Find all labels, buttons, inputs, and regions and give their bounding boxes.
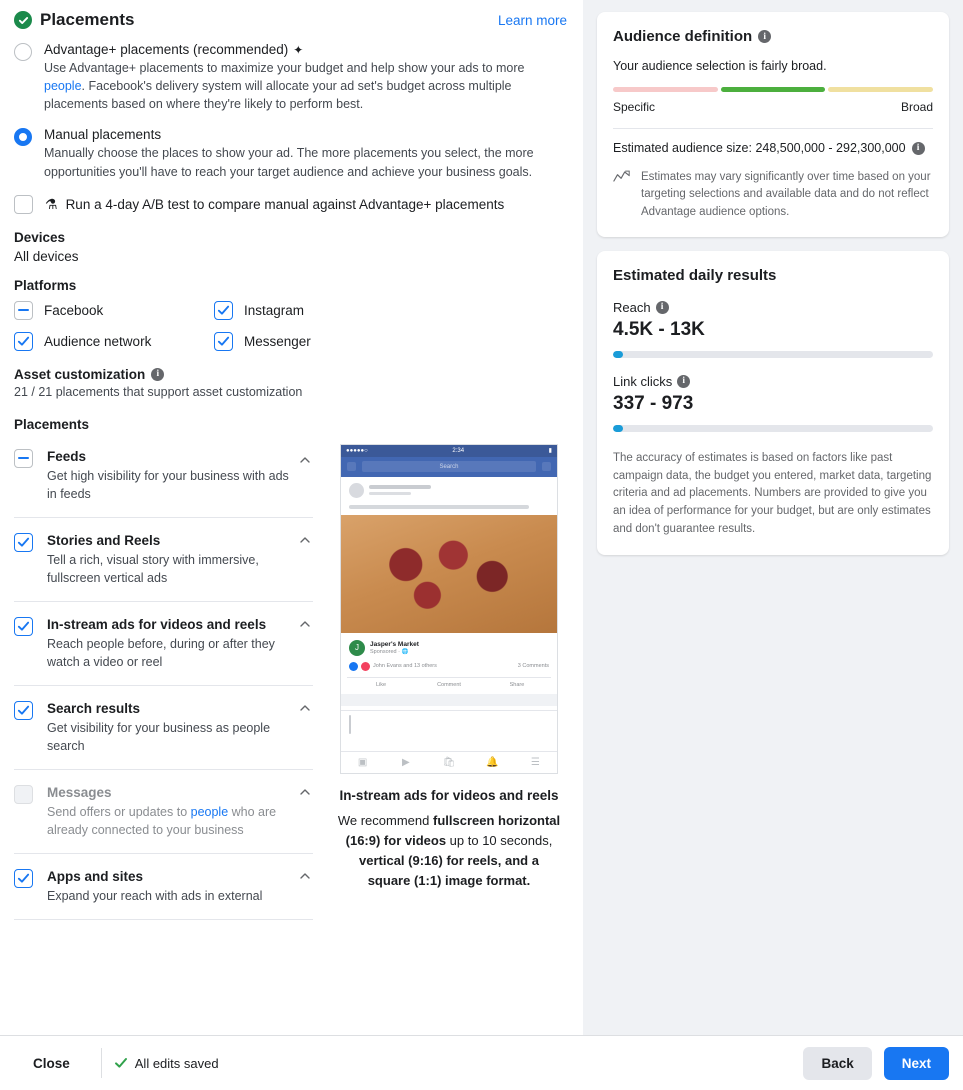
placement-search-results-name: Search results <box>47 700 141 716</box>
preview-title: In-stream ads for videos and reels <box>339 787 559 803</box>
placement-stories-reels[interactable] <box>14 518 313 602</box>
metric-reach-value: 4.5K - 13K <box>613 318 705 340</box>
placement-apps-and-sites-desc: Expand your reach with ads in external <box>47 889 263 904</box>
asset-customization-header <box>14 367 567 382</box>
estimated-audience-size: Estimated audience size: 248,500,000 - 292,300,000 i <box>613 141 933 155</box>
placement-stories-reels-desc: Tell a rich, visual story with immersive, fullscreen vertical ads <box>47 553 259 585</box>
phone-search-field: Search <box>362 461 536 472</box>
save-status <box>114 1056 219 1071</box>
placement-apps-and-sites-checkbox[interactable] <box>14 869 33 888</box>
people-link[interactable]: people <box>44 79 82 94</box>
placement-feeds-desc: Get high visibility for your business with ads in feeds <box>47 469 289 501</box>
video-icon: ▶ <box>401 756 410 768</box>
placements-heading: Placements <box>14 416 90 432</box>
estimate-note <box>613 169 933 221</box>
info-icon[interactable]: i <box>656 301 669 314</box>
menu-icon: ☰ <box>530 756 540 768</box>
ab-test-checkbox[interactable] <box>14 195 33 214</box>
platform-audience-network-checkbox[interactable] <box>14 332 33 351</box>
chevron-up-icon[interactable] <box>299 870 311 882</box>
placement-in-stream-ads[interactable] <box>14 602 313 686</box>
metric-link-clicks-label: Link clicks i <box>613 374 933 389</box>
estimate-note-text: Estimates may vary significantly over time based on your targeting selections and available data and do not reflect Advantage audience options. <box>641 171 931 218</box>
placement-in-stream-ads-name: In-stream ads for videos and reels <box>47 616 267 632</box>
option-manual-placements[interactable] <box>14 127 567 180</box>
chevron-up-icon[interactable] <box>299 454 311 466</box>
placement-stories-reels-checkbox[interactable] <box>14 533 33 552</box>
audience-meter <box>613 87 933 92</box>
placement-search-results-checkbox[interactable] <box>14 701 33 720</box>
preview-recommendation: We recommend fullscreen horizontal (16:9) for videos up to 10 seconds, vertical (9:16) for reels, and a square (1:1) image format. <box>337 812 561 889</box>
placement-feeds-name: Feeds <box>47 448 87 464</box>
divider <box>101 1048 102 1078</box>
chart-line-icon <box>613 169 631 221</box>
phone-post <box>341 477 557 509</box>
section-header <box>14 0 567 30</box>
metric-reach-label: Reach i <box>613 300 933 315</box>
phone-status-bar: ●●●●●○ 2:34 ▮ <box>341 445 557 457</box>
people-link[interactable]: people <box>190 805 229 820</box>
like-icon <box>349 662 358 671</box>
estimated-daily-results-card <box>597 251 949 555</box>
divider <box>613 128 933 129</box>
meter-label-specific: Specific <box>613 100 656 114</box>
love-icon <box>361 662 370 671</box>
radio-manual-placements[interactable] <box>14 128 32 146</box>
placement-search-results[interactable] <box>14 686 313 770</box>
phone-post-text <box>349 505 529 509</box>
placement-search-results-desc: Get visibility for your business as people search <box>47 721 271 754</box>
platform-messenger-checkbox[interactable] <box>214 332 233 351</box>
flask-icon: ⚗ <box>45 195 58 212</box>
meter-label-broad: Broad <box>900 100 933 114</box>
close-button[interactable]: Close <box>14 1046 89 1081</box>
estimated-daily-results-title: Estimated daily results <box>613 266 777 284</box>
platform-audience-network[interactable] <box>14 332 214 351</box>
phone-tab-bar <box>341 751 557 773</box>
option-manual-desc: Manually choose the places to show your ad. The more placements you select, the more opportunities you'll have to reach your target audience and achieve your business goals. <box>44 146 534 179</box>
option-advantage-plus-title <box>44 42 567 57</box>
platforms-grid <box>14 301 567 351</box>
learn-more-link[interactable]: Learn more <box>497 12 567 28</box>
phone-action-share: Share <box>509 681 525 688</box>
meter-segment-specific <box>613 87 718 92</box>
metric-link-clicks-value: 337 - 973 <box>613 392 694 414</box>
placement-feeds[interactable] <box>14 438 313 518</box>
option-advantage-plus-desc: Use Advantage+ placements to maximize your budget and help show your ads to more people. Facebook's delivery system will allocate your ad set's budget across multiple placements based on where they're likely to perform best. <box>44 61 525 112</box>
platform-instagram[interactable] <box>214 301 567 320</box>
placement-in-stream-ads-checkbox[interactable] <box>14 617 33 636</box>
asset-customization-sub: 21 / 21 placements that support asset customization <box>14 384 303 399</box>
platform-facebook-checkbox[interactable] <box>14 301 33 320</box>
devices-value: All devices <box>14 248 79 264</box>
phone-actions <box>347 677 551 688</box>
phone-action-comment: Comment <box>437 681 461 688</box>
ab-test-label: Run a 4-day A/B test to compare manual against Advantage+ placements <box>65 196 505 212</box>
audience-definition-card <box>597 12 949 237</box>
option-advantage-plus[interactable] <box>14 42 567 113</box>
placement-messages[interactable] <box>14 770 313 854</box>
chevron-up-icon[interactable] <box>299 534 311 546</box>
phone-mockup <box>340 444 558 774</box>
placement-messages-checkbox[interactable] <box>14 785 33 804</box>
asset-customization-heading: Asset customization <box>14 366 146 382</box>
chevron-up-icon[interactable] <box>299 702 311 714</box>
platform-facebook-label: Facebook <box>44 302 104 318</box>
back-button[interactable]: Back <box>803 1047 871 1080</box>
phone-time: 2:34 <box>452 447 465 454</box>
info-icon[interactable]: i <box>758 30 771 43</box>
chevron-up-icon[interactable] <box>299 786 311 798</box>
accuracy-note: The accuracy of estimates is based on factors like past campaign data, the budget you entered, market data, targeting criteria and ad placements. Numbers are provided to give you an idea of performance for your budget, but are only estimates and don't guarantee results. <box>613 451 932 535</box>
audience-summary: Your audience selection is fairly broad. <box>613 59 827 73</box>
platform-instagram-label: Instagram <box>244 302 305 318</box>
placement-feeds-checkbox[interactable] <box>14 449 33 468</box>
placement-apps-and-sites-name: Apps and sites <box>47 868 144 884</box>
phone-action-like: Like <box>375 681 387 688</box>
phone-brand-sub: Sponsored · 🌐 <box>369 648 409 655</box>
devices-heading: Devices <box>14 229 66 245</box>
radio-advantage-plus[interactable] <box>14 43 32 61</box>
check-circle-icon <box>14 11 32 29</box>
option-advantage-plus-label: Advantage+ placements (recommended) <box>44 42 289 57</box>
option-manual-label: Manual placements <box>44 127 162 143</box>
next-button[interactable]: Next <box>884 1047 949 1080</box>
placement-messages-name: Messages <box>47 784 112 800</box>
metric-reach-bar <box>613 351 933 358</box>
phone-reaction-text: John Evans and 13 others <box>372 663 437 670</box>
info-icon[interactable]: i <box>151 368 164 381</box>
phone-reactions <box>341 656 557 671</box>
placement-preview <box>331 438 567 921</box>
platform-messenger-label: Messenger <box>244 333 311 349</box>
phone-post-image <box>341 515 557 633</box>
placement-apps-and-sites[interactable] <box>14 854 313 920</box>
option-manual-title <box>44 127 567 142</box>
audience-definition-title: Audience definition i <box>613 28 933 45</box>
page-title: Placements <box>40 10 135 29</box>
placeholder-box <box>349 715 351 734</box>
avatar <box>349 483 364 498</box>
chevron-up-icon[interactable] <box>299 618 311 630</box>
messenger-icon <box>542 462 551 471</box>
meter-segment-balanced <box>721 87 826 92</box>
placement-stories-reels-name: Stories and Reels <box>47 532 161 548</box>
ab-test-row[interactable] <box>14 195 567 214</box>
home-icon: ▣ <box>357 756 368 768</box>
placement-in-stream-ads-desc: Reach people before, during or after they watch a video or reel <box>47 637 275 670</box>
check-icon <box>114 1056 128 1070</box>
platform-instagram-checkbox[interactable] <box>214 301 233 320</box>
platforms-heading: Platforms <box>14 277 77 293</box>
metric-link-clicks-bar <box>613 425 933 432</box>
notifications-icon: 🔔 <box>485 756 499 768</box>
marketplace-icon: 🛍 <box>442 756 456 768</box>
info-icon[interactable]: i <box>677 375 690 388</box>
platform-messenger[interactable] <box>214 332 567 351</box>
placement-messages-desc: Send offers or updates to people who are already connected to your business <box>47 805 277 838</box>
phone-brand-row <box>341 633 557 656</box>
camera-icon <box>347 462 356 471</box>
info-icon[interactable]: i <box>912 142 925 155</box>
platform-audience-network-label: Audience network <box>44 333 152 349</box>
placements-list <box>14 438 313 921</box>
sparkle-icon: ✦ <box>293 42 304 57</box>
footer-bar <box>0 1035 963 1090</box>
phone-brand-name: Jasper's Market <box>369 640 419 648</box>
estimates-panel <box>583 0 963 1035</box>
meter-segment-broad <box>828 87 933 92</box>
phone-comment-count: 3 Comments <box>517 663 549 670</box>
brand-avatar: J <box>349 640 365 656</box>
phone-nav-bar <box>341 457 557 477</box>
platform-facebook[interactable] <box>14 301 214 320</box>
save-status-text: All edits saved <box>134 1055 219 1071</box>
